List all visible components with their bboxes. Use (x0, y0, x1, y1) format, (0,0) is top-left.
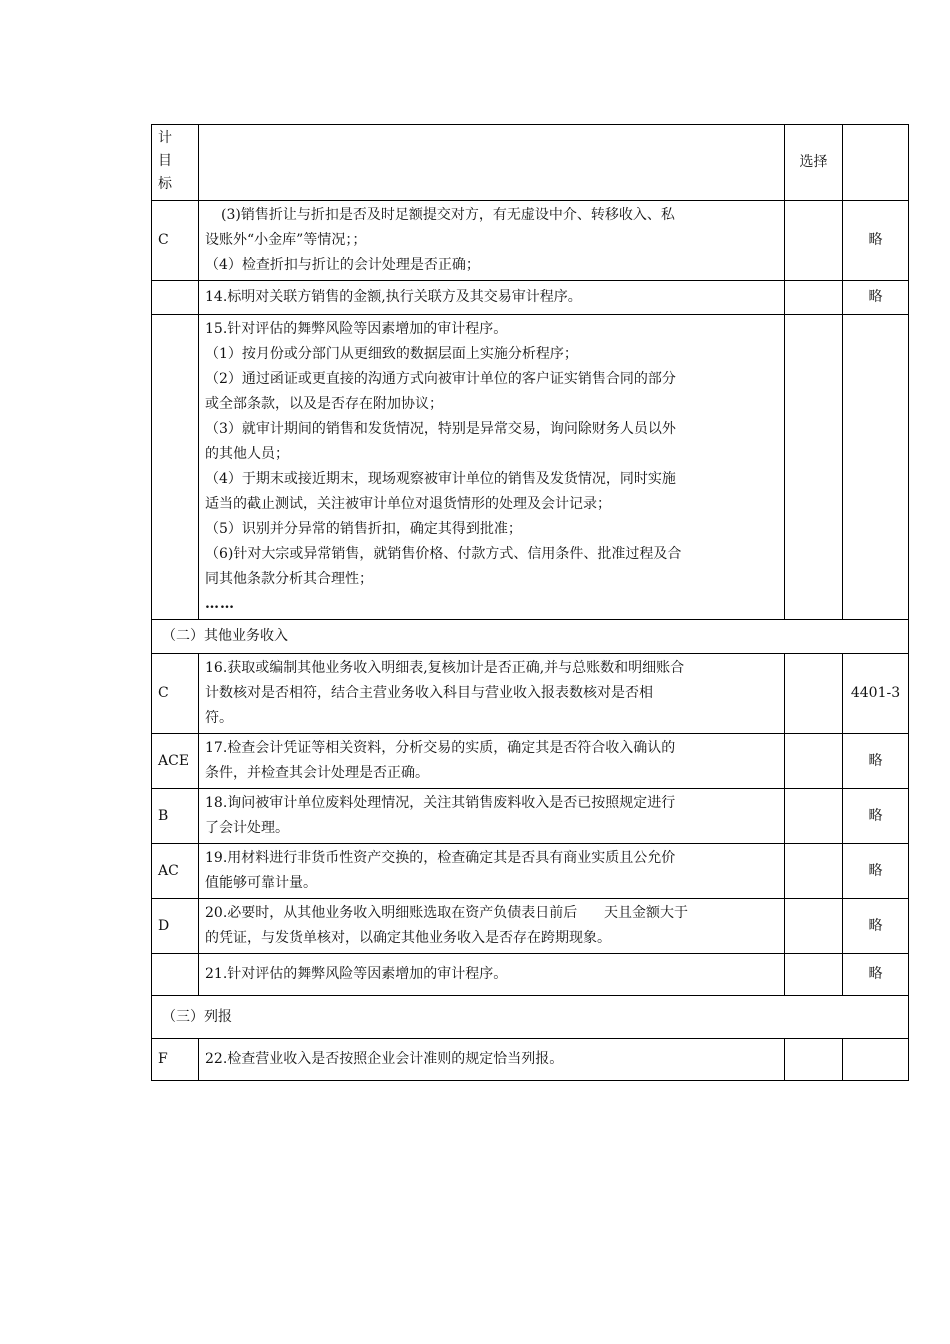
table-header-row (152, 125, 909, 201)
section-row (152, 996, 909, 1039)
procedure-line: （1）按月份或分部门从更细致的数据层面上实施分析程序； (205, 346, 578, 362)
procedure-cell (199, 281, 785, 315)
ref-cell: 4401-3 (843, 654, 909, 734)
ref-cell: 略 (843, 281, 909, 315)
procedure-line: 21.针对评估的舞弊风险等因素增加的审计程序。 (205, 966, 508, 982)
procedure-line: 17.检查会计凭证等相关资料，分析交易的实质，确定其是否符合收入确认的 (205, 740, 676, 756)
ref-cell: 略 (843, 844, 909, 899)
header-char: 计 (158, 130, 172, 146)
select-cell[interactable] (785, 954, 843, 996)
procedure-line: 或全部条款，以及是否存在附加协议； (205, 396, 443, 412)
audit-objective-cell: B (152, 789, 199, 844)
procedure-line: 16.获取或编制其他业务收入明细表,复核加计是否正确,并与总账数和明细账合 (205, 660, 685, 676)
audit-objective-cell: ACE (152, 734, 199, 789)
procedure-line: 符。 (205, 710, 233, 726)
table-row (152, 281, 909, 315)
table-row (152, 315, 909, 620)
table-row (152, 654, 909, 734)
procedure-cell (199, 734, 785, 789)
ref-cell: 略 (843, 734, 909, 789)
table-row (152, 789, 909, 844)
table-row (152, 954, 909, 996)
procedure-line: 计数核对是否相符，结合主营业务收入科目与营业收入报表数核对是否相 (205, 685, 653, 701)
audit-objective-header (152, 125, 199, 201)
audit-objective-cell: D (152, 899, 199, 954)
section-title: （三）列报 (152, 996, 909, 1039)
procedure-line: （5）识别并分异常的销售折扣，确定其得到批准； (205, 521, 522, 537)
procedure-line: 适当的截止测试，关注被审计单位对退货情形的处理及会计记录； (205, 496, 611, 512)
procedure-cell (199, 201, 785, 281)
select-cell[interactable] (785, 1039, 843, 1081)
ref-header (843, 125, 909, 201)
procedure-line: 18.询问被审计单位废料处理情况，关注其销售废料收入是否已按照规定进行 (205, 795, 676, 811)
procedure-line: 的其他人员； (205, 446, 289, 462)
header-char: 目 (158, 153, 172, 169)
ref-cell: 略 (843, 954, 909, 996)
procedure-line: （4）于期末或接近期末，现场观察被审计单位的销售及发货情况，同时实施 (205, 471, 676, 487)
procedure-line: (3)销售折让与折扣是否及时足额提交对方，有无虚设中介、转移收入、私 (221, 207, 675, 223)
ref-cell (843, 315, 909, 620)
procedure-line: 设账外“小金库”等情况；； (205, 232, 367, 248)
procedure-line: （3）就审计期间的销售和发货情况，特别是异常交易，询问除财务人员以外 (205, 421, 676, 437)
audit-objective-cell: AC (152, 844, 199, 899)
procedure-line: 条件，并检查其会计处理是否正确。 (205, 765, 429, 781)
table-row (152, 201, 909, 281)
procedure-line: 20.必要时，从其他业务收入明细账选取在资产负债表日前后 天且金额大于 (205, 905, 688, 921)
procedure-line: 同其他条款分析其合理性； (205, 571, 373, 587)
procedure-line: 15.针对评估的舞弊风险等因素增加的审计程序。 (205, 321, 508, 337)
procedure-header (199, 125, 785, 201)
header-char: 标 (158, 176, 172, 192)
procedure-cell (199, 654, 785, 734)
select-cell[interactable] (785, 201, 843, 281)
audit-objective-cell (152, 315, 199, 620)
audit-procedure-table (151, 124, 909, 1081)
section-title: （二）其他业务收入 (152, 620, 909, 654)
ref-cell: 略 (843, 789, 909, 844)
select-cell[interactable] (785, 844, 843, 899)
audit-objective-cell: F (152, 1039, 199, 1081)
procedure-line: （4）检查折扣与折让的会计处理是否正确； (205, 257, 480, 273)
procedure-line: 了会计处理。 (205, 820, 289, 836)
procedure-line: 14.标明对关联方销售的金额,执行关联方及其交易审计程序。 (205, 289, 582, 305)
procedure-cell (199, 1039, 785, 1081)
procedure-line: 22.检查营业收入是否按照企业会计准则的规定恰当列报。 (205, 1051, 564, 1067)
procedure-line: 的凭证，与发货单核对，以确定其他业务收入是否存在跨期现象。 (205, 930, 611, 946)
table-row (152, 844, 909, 899)
select-cell[interactable] (785, 899, 843, 954)
select-cell[interactable] (785, 789, 843, 844)
ref-cell: 略 (843, 899, 909, 954)
procedure-line: （2）通过函证或更直接的沟通方式向被审计单位的客户证实销售合同的部分 (205, 371, 676, 387)
table-row (152, 734, 909, 789)
audit-objective-cell (152, 281, 199, 315)
procedure-line: …… (205, 596, 235, 612)
select-cell[interactable] (785, 315, 843, 620)
procedure-cell (199, 315, 785, 620)
procedure-cell (199, 789, 785, 844)
select-cell[interactable] (785, 654, 843, 734)
select-cell[interactable] (785, 281, 843, 315)
table-row (152, 899, 909, 954)
table-row (152, 1039, 909, 1081)
ref-cell: 略 (843, 201, 909, 281)
audit-objective-cell (152, 954, 199, 996)
select-header: 选择 (785, 125, 843, 201)
procedure-cell (199, 899, 785, 954)
procedure-line: 值能够可靠计量。 (205, 875, 317, 891)
procedure-line: 19.用材料进行非货币性资产交换的，检查确定其是否具有商业实质且公允价 (205, 850, 676, 866)
section-row (152, 620, 909, 654)
procedure-cell (199, 844, 785, 899)
procedure-cell (199, 954, 785, 996)
audit-objective-cell: C (152, 654, 199, 734)
audit-objective-cell: C (152, 201, 199, 281)
procedure-line: （6)针对大宗或异常销售，就销售价格、付款方式、信用条件、批准过程及合 (205, 546, 682, 562)
select-cell[interactable] (785, 734, 843, 789)
ref-cell (843, 1039, 909, 1081)
